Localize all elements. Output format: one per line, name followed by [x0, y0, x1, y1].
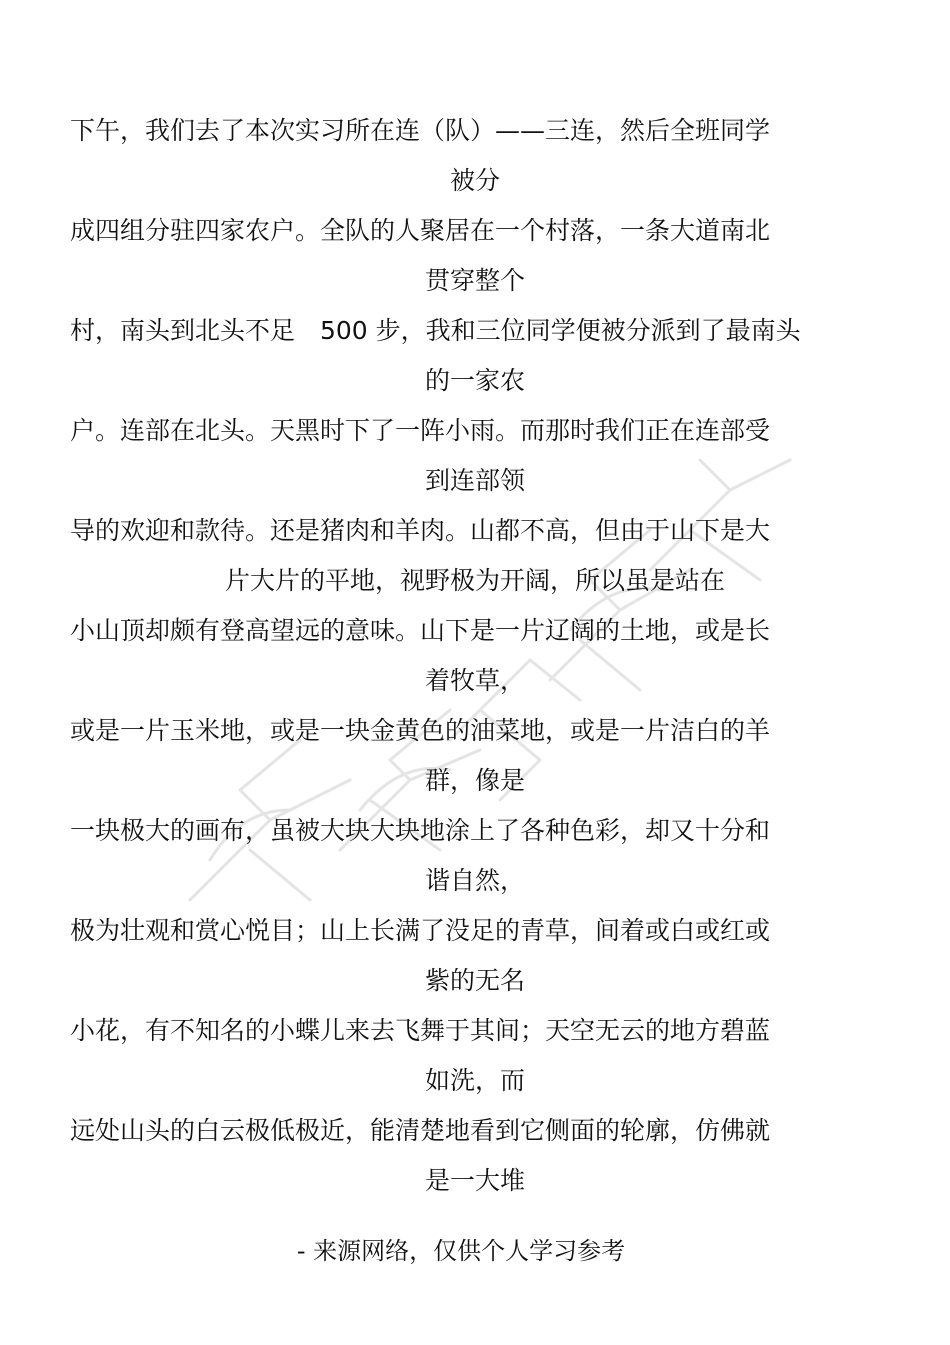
paragraph-line: 是一大堆 [424, 1166, 525, 1195]
paragraph-line: 片大片的平地，视野极为开阔，所以虽是站在 [224, 566, 725, 595]
paragraph-line: 小山顶却颇有登高望远的意味。山下是一片辽阔的土地，或是长 [70, 616, 771, 645]
paragraph-line: 小花，有不知名的小蝶儿来去飞舞于其间；天空无云的地方碧蓝 [70, 1016, 771, 1045]
source-footer: - 来源网络，仅供个人学习参考 [296, 1237, 626, 1265]
paragraph-line: 村，南头到北头不足 500 步，我和三位同学便被分派到了最南头 [70, 316, 801, 345]
paragraph-line: 被分 [449, 166, 500, 195]
paragraph-line: 成四组分驻四家农户。全队的人聚居在一个村落，一条大道南北 [70, 216, 771, 245]
paragraph-line: 着牧草， [424, 666, 525, 695]
paragraph-line: 谐自然， [424, 866, 525, 895]
paragraph-line: 或是一片玉米地，或是一块金黄色的油菜地，或是一片洁白的羊 [70, 716, 771, 745]
watermark-graphic [150, 380, 810, 940]
paragraph-line: 贯穿整个 [424, 266, 525, 295]
paragraph-line: 群，像是 [424, 766, 525, 795]
paragraph-line: 户。连部在北头。天黑时下了一阵小雨。而那时我们正在连部受 [70, 416, 771, 445]
paragraph-line: 远处山头的白云极低极近，能清楚地看到它侧面的轮廓，仿佛就 [70, 1116, 771, 1145]
paragraph-line: 极为壮观和赏心悦目；山上长满了没足的青草，间着或白或红或 [70, 916, 771, 945]
paragraph-line: 紫的无名 [424, 966, 525, 995]
paragraph-line: 到连部领 [424, 466, 525, 495]
paragraph-line: 导的欢迎和款待。还是猪肉和羊肉。山都不高，但由于山下是大 [70, 516, 771, 545]
paragraph-line: 如洗，而 [424, 1066, 525, 1095]
paragraph-line: 一块极大的画布，虽被大块大块地涂上了各种色彩，却又十分和 [70, 816, 771, 845]
paragraph-line: 的一家农 [424, 366, 525, 395]
paragraph-line: 下午，我们去了本次实习所在连（队）——三连，然后全班同学 [70, 116, 771, 145]
